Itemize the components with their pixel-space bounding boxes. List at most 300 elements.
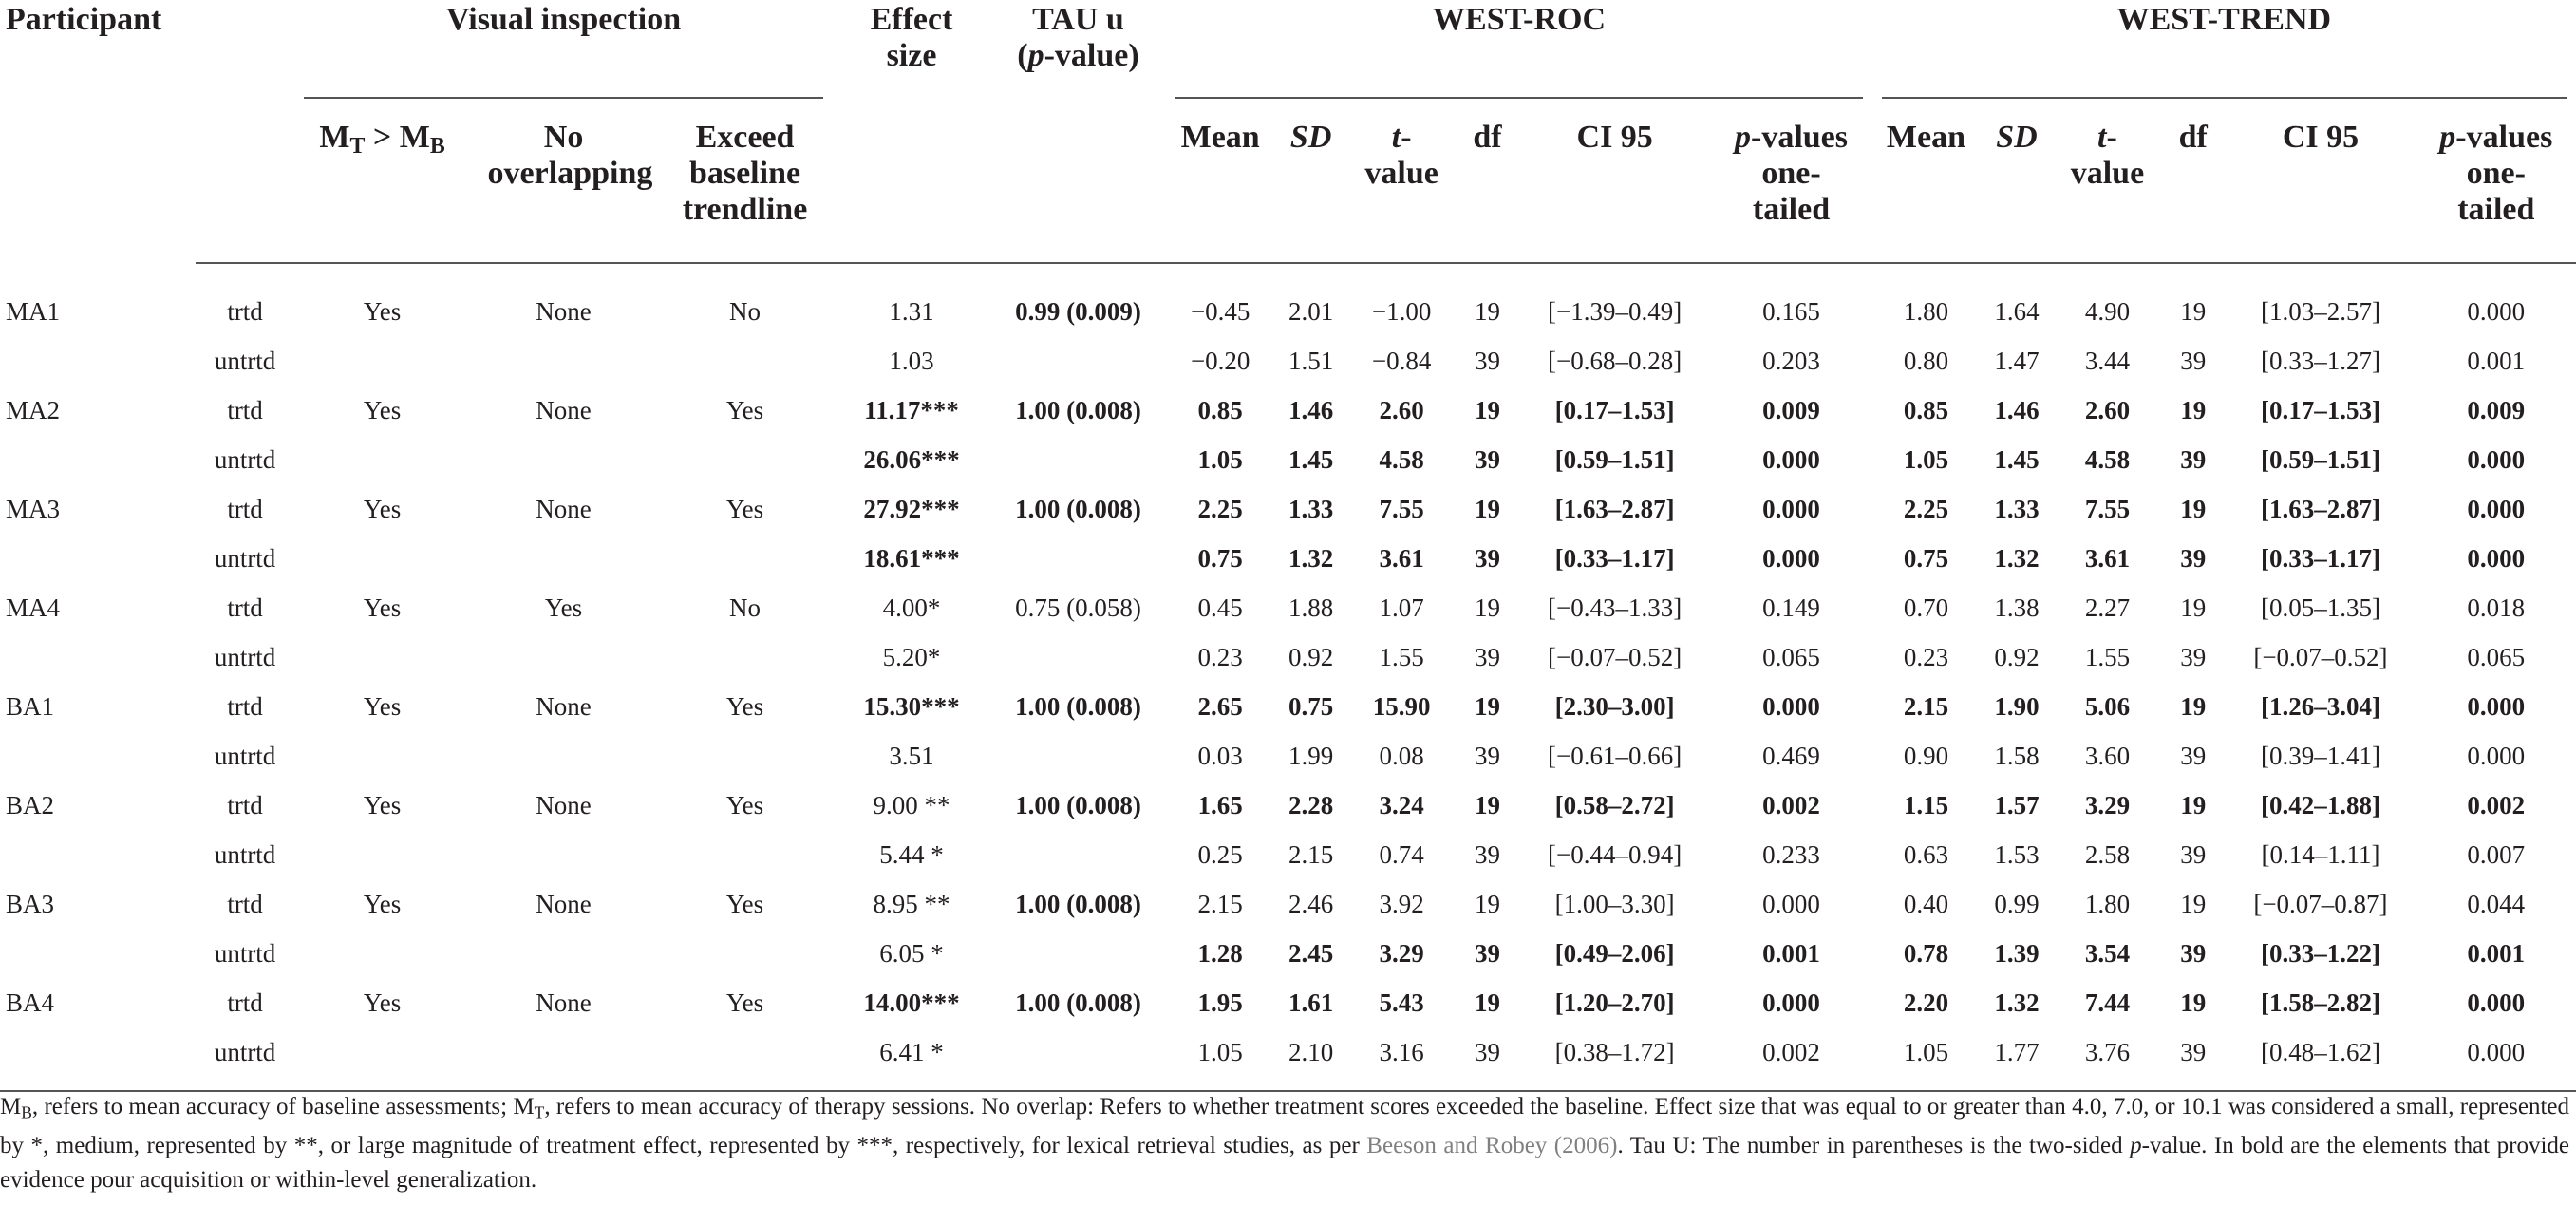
cell-trend-ci95: [−0.07–0.87] bbox=[2253, 890, 2388, 918]
cell-roc-sd: 2.15 bbox=[1288, 840, 1334, 869]
header-tau-u-pvalue: (p-value) bbox=[1017, 38, 1139, 73]
cell-exceed-trendline bbox=[657, 336, 834, 386]
cell-roc-p-value: 0.000 bbox=[1762, 692, 1820, 721]
cell-participant: MA1 bbox=[6, 296, 61, 326]
cell-roc-df: 39 bbox=[1474, 544, 1500, 573]
cell-roc-mean: 2.25 bbox=[1197, 495, 1243, 523]
table-body bbox=[0, 263, 2576, 1091]
cell-participant bbox=[0, 1027, 196, 1091]
cell-trend-df: 39 bbox=[2180, 544, 2207, 573]
cell-effect-size: 27.92*** bbox=[863, 495, 960, 523]
cell-roc-mean: −0.20 bbox=[1190, 347, 1250, 375]
header-west-trend: WEST-TREND bbox=[1872, 0, 2576, 99]
cell-condition: trtd bbox=[227, 692, 263, 721]
cell-trend-mean: 0.78 bbox=[1903, 939, 1949, 968]
cell-trend-ci95: [0.42–1.88] bbox=[2260, 791, 2380, 819]
cell-tau-u bbox=[990, 336, 1167, 386]
cell-trend-df: 39 bbox=[2180, 742, 2207, 770]
header-trend-mean: Mean bbox=[1872, 99, 1981, 263]
cell-trend-mean: 0.40 bbox=[1903, 890, 1949, 918]
table-row bbox=[0, 830, 2576, 879]
cell-tau-u bbox=[990, 632, 1167, 682]
cell-trend-p-value: 0.000 bbox=[2467, 692, 2526, 721]
cell-effect-size: 4.00* bbox=[882, 593, 941, 622]
cell-trend-p-value: 0.000 bbox=[2467, 495, 2526, 523]
cell-trend-sd: 1.33 bbox=[1994, 495, 2040, 523]
cell-effect-size: 5.44 * bbox=[879, 840, 944, 869]
cell-roc-ci95: [0.58–2.72] bbox=[1554, 791, 1675, 819]
header-mt-gt-mb: $M_T > M_B$ bbox=[294, 99, 471, 263]
cell-roc-ci95: [0.38–1.72] bbox=[1519, 1027, 1710, 1091]
cell-trend-mean: 2.15 bbox=[1903, 692, 1949, 721]
cell-roc-ci95: [−0.43–1.33] bbox=[1548, 593, 1683, 622]
cell-trend-df: 39 bbox=[2161, 1027, 2225, 1091]
cell-roc-mean: 1.65 bbox=[1197, 791, 1243, 819]
cell-exceed-trendline bbox=[657, 632, 834, 682]
cell-roc-t-value: 2.60 bbox=[1379, 396, 1424, 424]
cell-mt-gt-mb bbox=[294, 632, 471, 682]
header-exceed-baseline-trendline: Exceed baseline trendline bbox=[657, 99, 834, 263]
cell-roc-df: 19 bbox=[1474, 593, 1500, 622]
cell-trend-mean: 1.15 bbox=[1903, 791, 1949, 819]
cell-roc-sd: 1.46 bbox=[1288, 396, 1334, 424]
cell-effect-size: 1.31 bbox=[889, 297, 934, 326]
cell-roc-df: 39 bbox=[1474, 939, 1500, 968]
cell-trend-t-value: 2.58 bbox=[2084, 840, 2131, 869]
cell-trend-df: 39 bbox=[2180, 347, 2207, 375]
cell-tau-u: 1.00 (0.008) bbox=[1015, 396, 1141, 424]
cell-mt-gt-mb: Yes bbox=[363, 297, 402, 326]
cell-effect-size: 6.41 * bbox=[833, 1027, 989, 1091]
cell-trend-sd: 1.38 bbox=[1994, 593, 2040, 622]
cell-trend-sd: 1.58 bbox=[1994, 742, 2040, 770]
cell-trend-df: 19 bbox=[2180, 297, 2207, 326]
cell-trend-ci95: [−0.07–0.52] bbox=[2253, 643, 2388, 671]
cell-trend-mean: 0.70 bbox=[1903, 593, 1949, 622]
cell-tau-u bbox=[990, 435, 1167, 484]
cell-roc-sd: 1.45 bbox=[1288, 445, 1334, 474]
cell-roc-sd: 1.32 bbox=[1288, 544, 1334, 573]
cell-roc-sd: 1.99 bbox=[1288, 742, 1334, 770]
table-row bbox=[0, 1027, 2576, 1091]
cell-roc-p-value: 0.233 bbox=[1762, 840, 1820, 869]
cell-trend-t-value: 1.55 bbox=[2084, 643, 2131, 671]
cell-roc-ci95: [1.63–2.87] bbox=[1554, 495, 1675, 523]
cell-roc-ci95: [0.49–2.06] bbox=[1554, 939, 1675, 968]
cell-roc-mean: 1.05 bbox=[1166, 1027, 1274, 1091]
cell-no-overlapping: None bbox=[536, 692, 592, 721]
header-trend-sd: SD bbox=[1980, 99, 2053, 263]
cell-mt-gt-mb: Yes bbox=[363, 692, 402, 721]
cell-exceed-trendline: Yes bbox=[725, 692, 764, 721]
cell-exceed-trendline: Yes bbox=[725, 890, 764, 918]
table-row bbox=[0, 682, 2576, 731]
cell-effect-size: 8.95 ** bbox=[873, 890, 950, 918]
cell-trend-sd: 1.39 bbox=[1994, 939, 2040, 968]
cell-roc-df: 39 bbox=[1474, 840, 1500, 869]
header-no-overlapping: No overlapping bbox=[470, 99, 656, 263]
cell-roc-t-value: 3.61 bbox=[1379, 544, 1424, 573]
cell-condition: untrtd bbox=[214, 445, 276, 474]
cell-roc-p-value: 0.149 bbox=[1762, 593, 1820, 622]
header-trend-ci95: CI 95 bbox=[2225, 99, 2416, 263]
cell-trend-t-value: 3.76 bbox=[2054, 1027, 2162, 1091]
table-row bbox=[0, 336, 2576, 386]
cell-mt-gt-mb bbox=[294, 929, 471, 978]
cell-trend-mean: 1.05 bbox=[1872, 1027, 1981, 1091]
cell-roc-sd: 2.45 bbox=[1288, 939, 1334, 968]
citation-link[interactable]: Beeson and Robey (2006) bbox=[1366, 1133, 1618, 1159]
cell-trend-t-value: 4.58 bbox=[2084, 445, 2131, 474]
cell-roc-sd: 2.01 bbox=[1288, 297, 1334, 326]
cell-no-overlapping bbox=[470, 830, 656, 879]
cell-trend-ci95: [0.17–1.53] bbox=[2260, 396, 2380, 424]
cell-tau-u: 1.00 (0.008) bbox=[1015, 692, 1141, 721]
cell-exceed-trendline bbox=[657, 435, 834, 484]
cell-condition: untrtd bbox=[214, 347, 276, 375]
table-row bbox=[0, 781, 2576, 830]
cell-tau-u: 0.75 (0.058) bbox=[1015, 593, 1141, 622]
cell-participant: MA2 bbox=[6, 396, 61, 424]
cell-roc-df: 19 bbox=[1474, 297, 1500, 326]
cell-no-overlapping bbox=[470, 435, 656, 484]
cell-roc-p-value: 0.203 bbox=[1762, 347, 1820, 375]
cell-mt-gt-mb bbox=[294, 534, 471, 583]
cell-exceed-trendline: Yes bbox=[725, 791, 764, 819]
table-row bbox=[0, 978, 2576, 1027]
cell-trend-p-value: 0.000 bbox=[2467, 544, 2526, 573]
cell-trend-sd: 1.46 bbox=[1994, 396, 2040, 424]
cell-trend-df: 19 bbox=[2180, 495, 2207, 523]
cell-trend-mean: 0.23 bbox=[1903, 643, 1949, 671]
cell-roc-t-value: 1.07 bbox=[1379, 593, 1424, 622]
cell-participant: MA4 bbox=[6, 593, 61, 622]
table-row bbox=[0, 632, 2576, 682]
cell-roc-ci95: [−0.68–0.28] bbox=[1548, 347, 1683, 375]
cell-trend-df: 39 bbox=[2180, 445, 2207, 474]
cell-roc-mean: −0.45 bbox=[1190, 297, 1250, 326]
cell-trend-sd: 0.92 bbox=[1994, 643, 2040, 671]
cell-roc-sd: 1.51 bbox=[1288, 347, 1334, 375]
cell-roc-t-value: −0.84 bbox=[1371, 347, 1432, 375]
cell-roc-p-value: 0.000 bbox=[1762, 890, 1820, 918]
cell-trend-t-value: 1.80 bbox=[2084, 890, 2131, 918]
cell-participant bbox=[0, 632, 196, 682]
cell-roc-sd: 0.75 bbox=[1288, 692, 1334, 721]
cell-trend-p-value: 0.009 bbox=[2467, 396, 2526, 424]
cell-roc-p-value: 0.000 bbox=[1762, 445, 1820, 474]
cell-trend-p-value: 0.044 bbox=[2467, 890, 2526, 918]
header-roc-t-value: t- value bbox=[1347, 99, 1456, 263]
cell-trend-t-value: 3.61 bbox=[2084, 544, 2131, 573]
header-participant: Participant bbox=[6, 2, 162, 37]
cell-trend-df: 19 bbox=[2180, 890, 2207, 918]
table-row bbox=[0, 534, 2576, 583]
cell-trend-ci95: [1.03–2.57] bbox=[2260, 297, 2380, 326]
cell-condition: trtd bbox=[227, 890, 263, 918]
cell-roc-mean: 0.75 bbox=[1197, 544, 1243, 573]
cell-condition: trtd bbox=[227, 396, 263, 424]
cell-trend-df: 19 bbox=[2180, 791, 2207, 819]
cell-roc-t-value: 3.29 bbox=[1379, 939, 1424, 968]
cell-trend-sd: 1.47 bbox=[1994, 347, 2040, 375]
header-visual-inspection: Visual inspection bbox=[294, 0, 834, 99]
cell-roc-t-value: 5.43 bbox=[1379, 988, 1424, 1017]
cell-no-overlapping bbox=[470, 731, 656, 781]
cell-effect-size: 15.30*** bbox=[863, 692, 960, 721]
cell-roc-t-value: 0.74 bbox=[1379, 840, 1424, 869]
header-roc-mean: Mean bbox=[1166, 99, 1274, 263]
cell-trend-sd: 1.77 bbox=[1980, 1027, 2053, 1091]
cell-trend-sd: 0.99 bbox=[1994, 890, 2040, 918]
cell-participant: BA3 bbox=[6, 890, 55, 918]
cell-exceed-trendline: Yes bbox=[725, 396, 764, 424]
cell-roc-t-value: 3.24 bbox=[1379, 791, 1424, 819]
cell-roc-p-value: 0.000 bbox=[1762, 544, 1820, 573]
cell-no-overlapping bbox=[470, 632, 656, 682]
cell-roc-df: 19 bbox=[1474, 495, 1500, 523]
cell-roc-t-value: 15.90 bbox=[1372, 692, 1431, 721]
cell-no-overlapping bbox=[470, 929, 656, 978]
cell-roc-t-value: 1.55 bbox=[1379, 643, 1424, 671]
cell-trend-df: 19 bbox=[2180, 692, 2207, 721]
cell-roc-t-value: 7.55 bbox=[1379, 495, 1424, 523]
cell-tau-u: 0.99 (0.009) bbox=[1015, 297, 1141, 326]
table-row bbox=[0, 484, 2576, 534]
cell-trend-mean: 2.25 bbox=[1903, 495, 1949, 523]
cell-roc-t-value: −1.00 bbox=[1371, 297, 1432, 326]
cell-trend-ci95: [0.33–1.22] bbox=[2260, 939, 2380, 968]
cell-effect-size: 26.06*** bbox=[863, 445, 960, 474]
cell-trend-sd: 1.90 bbox=[1994, 692, 2040, 721]
cell-exceed-trendline bbox=[657, 929, 834, 978]
cell-condition: trtd bbox=[227, 593, 263, 622]
cell-trend-t-value: 5.06 bbox=[2084, 692, 2131, 721]
cell-roc-df: 19 bbox=[1474, 396, 1500, 424]
cell-roc-df: 39 bbox=[1474, 643, 1500, 671]
cell-mt-gt-mb: Yes bbox=[363, 593, 402, 622]
cell-trend-p-value: 0.018 bbox=[2467, 593, 2526, 622]
cell-roc-p-value: 0.469 bbox=[1762, 742, 1820, 770]
cell-trend-mean: 1.05 bbox=[1903, 445, 1949, 474]
cell-roc-df: 19 bbox=[1474, 692, 1500, 721]
cell-roc-sd: 2.10 bbox=[1274, 1027, 1347, 1091]
cell-roc-ci95: [0.59–1.51] bbox=[1554, 445, 1675, 474]
cell-trend-ci95: [0.14–1.11] bbox=[2261, 840, 2380, 869]
cell-roc-sd: 1.61 bbox=[1288, 988, 1334, 1017]
cell-trend-p-value: 0.000 bbox=[2467, 297, 2526, 326]
cell-participant bbox=[0, 336, 196, 386]
cell-trend-t-value: 7.55 bbox=[2084, 495, 2131, 523]
cell-no-overlapping: None bbox=[536, 297, 592, 326]
header-roc-p-values: p-values one- tailed bbox=[1710, 99, 1871, 263]
cell-roc-p-value: 0.000 bbox=[1762, 495, 1820, 523]
cell-roc-mean: 0.25 bbox=[1197, 840, 1243, 869]
cell-condition: trtd bbox=[227, 988, 263, 1017]
cell-roc-df: 39 bbox=[1474, 742, 1500, 770]
cell-roc-df: 39 bbox=[1474, 347, 1500, 375]
cell-exceed-trendline bbox=[657, 1027, 834, 1091]
cell-trend-mean: 0.63 bbox=[1903, 840, 1949, 869]
cell-participant: BA4 bbox=[6, 988, 55, 1017]
cell-tau-u bbox=[990, 731, 1167, 781]
table-row bbox=[0, 435, 2576, 484]
cell-effect-size: 11.17*** bbox=[864, 396, 959, 424]
cell-condition: untrtd bbox=[214, 939, 276, 968]
cell-roc-p-value: 0.000 bbox=[1762, 988, 1820, 1017]
cell-condition: untrtd bbox=[214, 643, 276, 671]
cell-roc-t-value: 3.16 bbox=[1347, 1027, 1456, 1091]
cell-trend-p-value: 0.000 bbox=[2467, 445, 2526, 474]
cell-tau-u: 1.00 (0.008) bbox=[1015, 791, 1141, 819]
cell-effect-size: 18.61*** bbox=[863, 544, 960, 573]
cell-trend-mean: 0.80 bbox=[1903, 347, 1949, 375]
cell-exceed-trendline: Yes bbox=[725, 988, 764, 1017]
table-row bbox=[0, 386, 2576, 435]
cell-roc-df: 19 bbox=[1474, 890, 1500, 918]
cell-trend-t-value: 2.27 bbox=[2084, 593, 2131, 622]
cell-no-overlapping: Yes bbox=[544, 593, 583, 622]
cell-participant bbox=[0, 435, 196, 484]
table-row bbox=[0, 879, 2576, 929]
cell-roc-t-value: 0.08 bbox=[1379, 742, 1424, 770]
cell-trend-mean: 0.75 bbox=[1903, 544, 1949, 573]
cell-effect-size: 6.05 * bbox=[879, 939, 944, 968]
cell-trend-df: 19 bbox=[2180, 988, 2207, 1017]
cell-trend-df: 39 bbox=[2180, 643, 2207, 671]
cell-effect-size: 9.00 ** bbox=[873, 791, 950, 819]
cell-trend-mean: 0.85 bbox=[1903, 396, 1949, 424]
cell-trend-p-value: 0.002 bbox=[2467, 791, 2526, 819]
cell-trend-df: 19 bbox=[2180, 396, 2207, 424]
cell-participant: MA3 bbox=[6, 495, 61, 523]
cell-roc-ci95: [0.17–1.53] bbox=[1554, 396, 1675, 424]
cell-trend-t-value: 3.44 bbox=[2084, 347, 2131, 375]
cell-trend-sd: 1.32 bbox=[1994, 988, 2040, 1017]
cell-roc-mean: 2.15 bbox=[1197, 890, 1243, 918]
cell-trend-p-value: 0.000 bbox=[2467, 988, 2526, 1017]
cell-mt-gt-mb bbox=[294, 1027, 471, 1091]
cell-trend-sd: 1.45 bbox=[1994, 445, 2040, 474]
cell-trend-df: 19 bbox=[2180, 593, 2207, 622]
cell-roc-p-value: 0.002 bbox=[1710, 1027, 1871, 1091]
cell-roc-p-value: 0.009 bbox=[1762, 396, 1820, 424]
cell-roc-mean: 0.85 bbox=[1197, 396, 1243, 424]
cell-roc-p-value: 0.065 bbox=[1762, 643, 1820, 671]
cell-tau-u bbox=[990, 929, 1167, 978]
cell-no-overlapping: None bbox=[536, 791, 592, 819]
cell-no-overlapping bbox=[470, 534, 656, 583]
cell-trend-t-value: 7.44 bbox=[2084, 988, 2131, 1017]
cell-roc-ci95: [−0.44–0.94] bbox=[1548, 840, 1683, 869]
cell-trend-ci95: [0.48–1.62] bbox=[2225, 1027, 2416, 1091]
cell-effect-size: 3.51 bbox=[889, 742, 934, 770]
cell-trend-sd: 1.53 bbox=[1994, 840, 2040, 869]
cell-trend-ci95: [0.05–1.35] bbox=[2260, 593, 2380, 622]
header-trend-t-value: t- value bbox=[2054, 99, 2162, 263]
header-roc-ci95: CI 95 bbox=[1519, 99, 1710, 263]
cell-trend-ci95: [1.26–3.04] bbox=[2260, 692, 2380, 721]
cell-trend-ci95: [0.59–1.51] bbox=[2260, 445, 2380, 474]
cell-condition: trtd bbox=[227, 791, 263, 819]
cell-condition: untrtd bbox=[214, 742, 276, 770]
cell-roc-sd: 1.33 bbox=[1288, 495, 1334, 523]
cell-roc-ci95: [−0.61–0.66] bbox=[1548, 742, 1683, 770]
cell-trend-mean: 1.80 bbox=[1903, 297, 1949, 326]
cell-roc-p-value: 0.001 bbox=[1762, 939, 1820, 968]
cell-trend-t-value: 3.29 bbox=[2084, 791, 2131, 819]
cell-participant: BA1 bbox=[6, 692, 55, 721]
cell-trend-p-value: 0.007 bbox=[2467, 840, 2526, 869]
cell-tau-u bbox=[990, 830, 1167, 879]
cell-no-overlapping bbox=[470, 1027, 656, 1091]
cell-roc-df: 39 bbox=[1456, 1027, 1519, 1091]
cell-trend-t-value: 3.54 bbox=[2084, 939, 2131, 968]
cell-exceed-trendline bbox=[657, 830, 834, 879]
cell-mt-gt-mb: Yes bbox=[363, 988, 402, 1017]
cell-mt-gt-mb: Yes bbox=[363, 791, 402, 819]
cell-roc-mean: 2.65 bbox=[1197, 692, 1243, 721]
cell-mt-gt-mb bbox=[294, 830, 471, 879]
cell-roc-p-value: 0.002 bbox=[1762, 791, 1820, 819]
cell-no-overlapping bbox=[470, 336, 656, 386]
cell-trend-mean: 0.90 bbox=[1903, 742, 1949, 770]
cell-condition: untrtd bbox=[196, 1027, 293, 1091]
table-row bbox=[0, 731, 2576, 781]
cell-participant bbox=[0, 830, 196, 879]
cell-roc-mean: 0.23 bbox=[1197, 643, 1243, 671]
cell-trend-p-value: 0.000 bbox=[2467, 742, 2526, 770]
cell-trend-sd: 1.57 bbox=[1994, 791, 2040, 819]
cell-participant bbox=[0, 929, 196, 978]
table-footnote: $M_B$, refers to mean accuracy of baseline assessments; $M_T$, refers to mean accuracy of therapy sessions. No overlap: Refers to whether treatment scores exceeded the baseline. Effect size that was equal to or greater than 4.0, 7.0, or 10.1 was considered a small, represented by *, medium, represented by **, or large magnitude of treatment effect, represented by ***, respectively, for lexical retrieval studies, as per Beeson and Robey (2006). Tau U: The number in parentheses is the two-sided p-value. In bold are the elements that provide evidence pour acquisition or within-level generalization. bbox=[0, 1094, 2569, 1194]
header-roc-sd: SD bbox=[1274, 99, 1347, 263]
cell-effect-size: 5.20* bbox=[882, 643, 941, 671]
cell-mt-gt-mb bbox=[294, 336, 471, 386]
cell-no-overlapping: None bbox=[536, 495, 592, 523]
cell-roc-sd: 0.92 bbox=[1288, 643, 1334, 671]
cell-roc-sd: 2.46 bbox=[1288, 890, 1334, 918]
cell-trend-t-value: 3.60 bbox=[2084, 742, 2131, 770]
cell-trend-p-value: 0.001 bbox=[2467, 939, 2526, 968]
cell-trend-t-value: 4.90 bbox=[2084, 297, 2131, 326]
cell-trend-mean: 2.20 bbox=[1903, 988, 1949, 1017]
cell-roc-mean: 1.28 bbox=[1197, 939, 1243, 968]
header-trend-p-values: p-values one- tailed bbox=[2416, 99, 2576, 263]
cell-roc-mean: 1.05 bbox=[1197, 445, 1243, 474]
cell-exceed-trendline bbox=[657, 731, 834, 781]
cell-exceed-trendline: No bbox=[729, 297, 762, 326]
cell-roc-mean: 1.95 bbox=[1197, 988, 1243, 1017]
cell-roc-ci95: [0.33–1.17] bbox=[1554, 544, 1675, 573]
cell-trend-ci95: [0.33–1.17] bbox=[2260, 544, 2380, 573]
cell-trend-ci95: [1.63–2.87] bbox=[2260, 495, 2380, 523]
cell-roc-df: 19 bbox=[1474, 791, 1500, 819]
cell-mt-gt-mb: Yes bbox=[363, 890, 402, 918]
cell-condition: trtd bbox=[227, 495, 263, 523]
cell-participant bbox=[0, 534, 196, 583]
cell-trend-sd: 1.32 bbox=[1994, 544, 2040, 573]
cell-trend-df: 39 bbox=[2180, 939, 2207, 968]
header-west-roc: WEST-ROC bbox=[1166, 0, 1871, 99]
cell-trend-ci95: [0.39–1.41] bbox=[2260, 742, 2380, 770]
cell-participant bbox=[0, 731, 196, 781]
table-row bbox=[0, 263, 2576, 336]
cell-tau-u bbox=[990, 534, 1167, 583]
cell-trend-t-value: 2.60 bbox=[2084, 396, 2131, 424]
cell-roc-mean: 0.45 bbox=[1197, 593, 1243, 622]
header-roc-df: df bbox=[1456, 99, 1519, 263]
